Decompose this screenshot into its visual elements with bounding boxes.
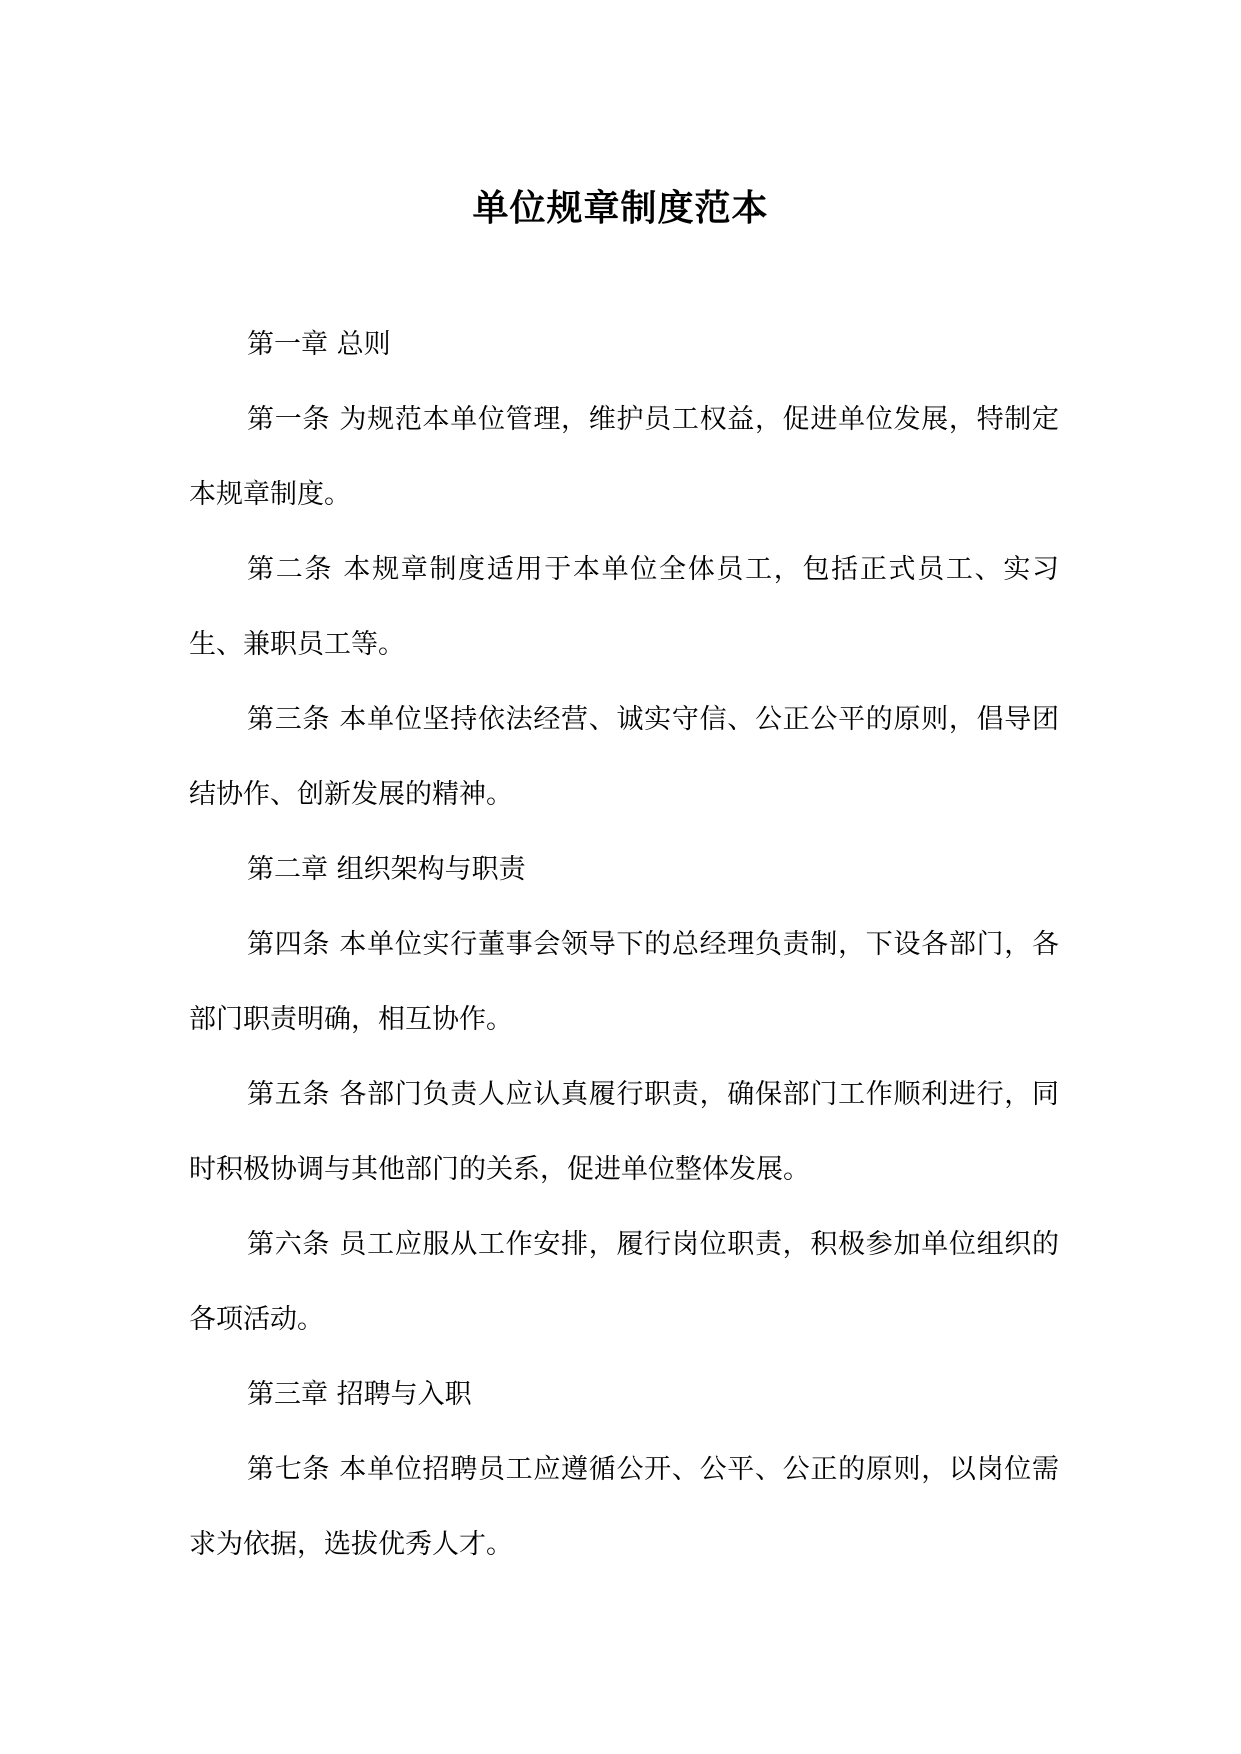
article-text: 为规范本单位管理，维护员工权益，促进单位发展，特制定本规章制度。 [189,404,1060,510]
document-body [189,307,1059,1582]
article-paragraph [189,682,1059,832]
article-text: 员工应服从工作安排，履行岗位职责，积极参加单位组织的各项活动。 [189,1229,1060,1335]
article-paragraph [189,532,1059,682]
article-text: 各部门负责人应认真履行职责，确保部门工作顺利进行，同时积极协调与其他部门的关系，促进单位整体发展。 [189,1079,1060,1185]
article-number: 第二条 [247,554,334,585]
chapter-heading [189,307,1059,382]
article-paragraph [189,1432,1059,1582]
chapter-title: 组织架构与职责 [336,854,526,885]
chapter-title: 总则 [336,329,391,360]
document-title: 单位规章制度范本 [472,187,769,229]
article-number: 第一条 [247,404,331,435]
article-paragraph [189,1207,1059,1357]
article-number: 第三条 [247,704,331,735]
article-number: 第七条 [247,1454,331,1485]
article-text: 本单位坚持依法经营、诚实守信、公正公平的原则，倡导团结协作、创新发展的精神。 [189,704,1060,810]
article-number: 第五条 [247,1079,331,1110]
article-number: 第四条 [247,929,331,960]
chapter-heading [189,1357,1059,1432]
chapter-number: 第三章 [247,1379,328,1410]
article-paragraph [189,1057,1059,1207]
article-text: 本单位招聘员工应遵循公开、公平、公正的原则，以岗位需求为依据，选拔优秀人才。 [189,1454,1060,1560]
article-number: 第六条 [247,1229,331,1260]
article-text: 本单位实行董事会领导下的总经理负责制，下设各部门，各部门职责明确，相互协作。 [189,929,1060,1035]
article-text: 本规章制度适用于本单位全体员工，包括正式员工、实习生、兼职员工等。 [189,554,1060,660]
chapter-number: 第二章 [247,854,328,885]
chapter-title: 招聘与入职 [336,1379,472,1410]
chapter-heading [189,832,1059,907]
article-paragraph [189,382,1059,532]
chapter-number: 第一章 [247,329,328,360]
article-paragraph [189,907,1059,1057]
